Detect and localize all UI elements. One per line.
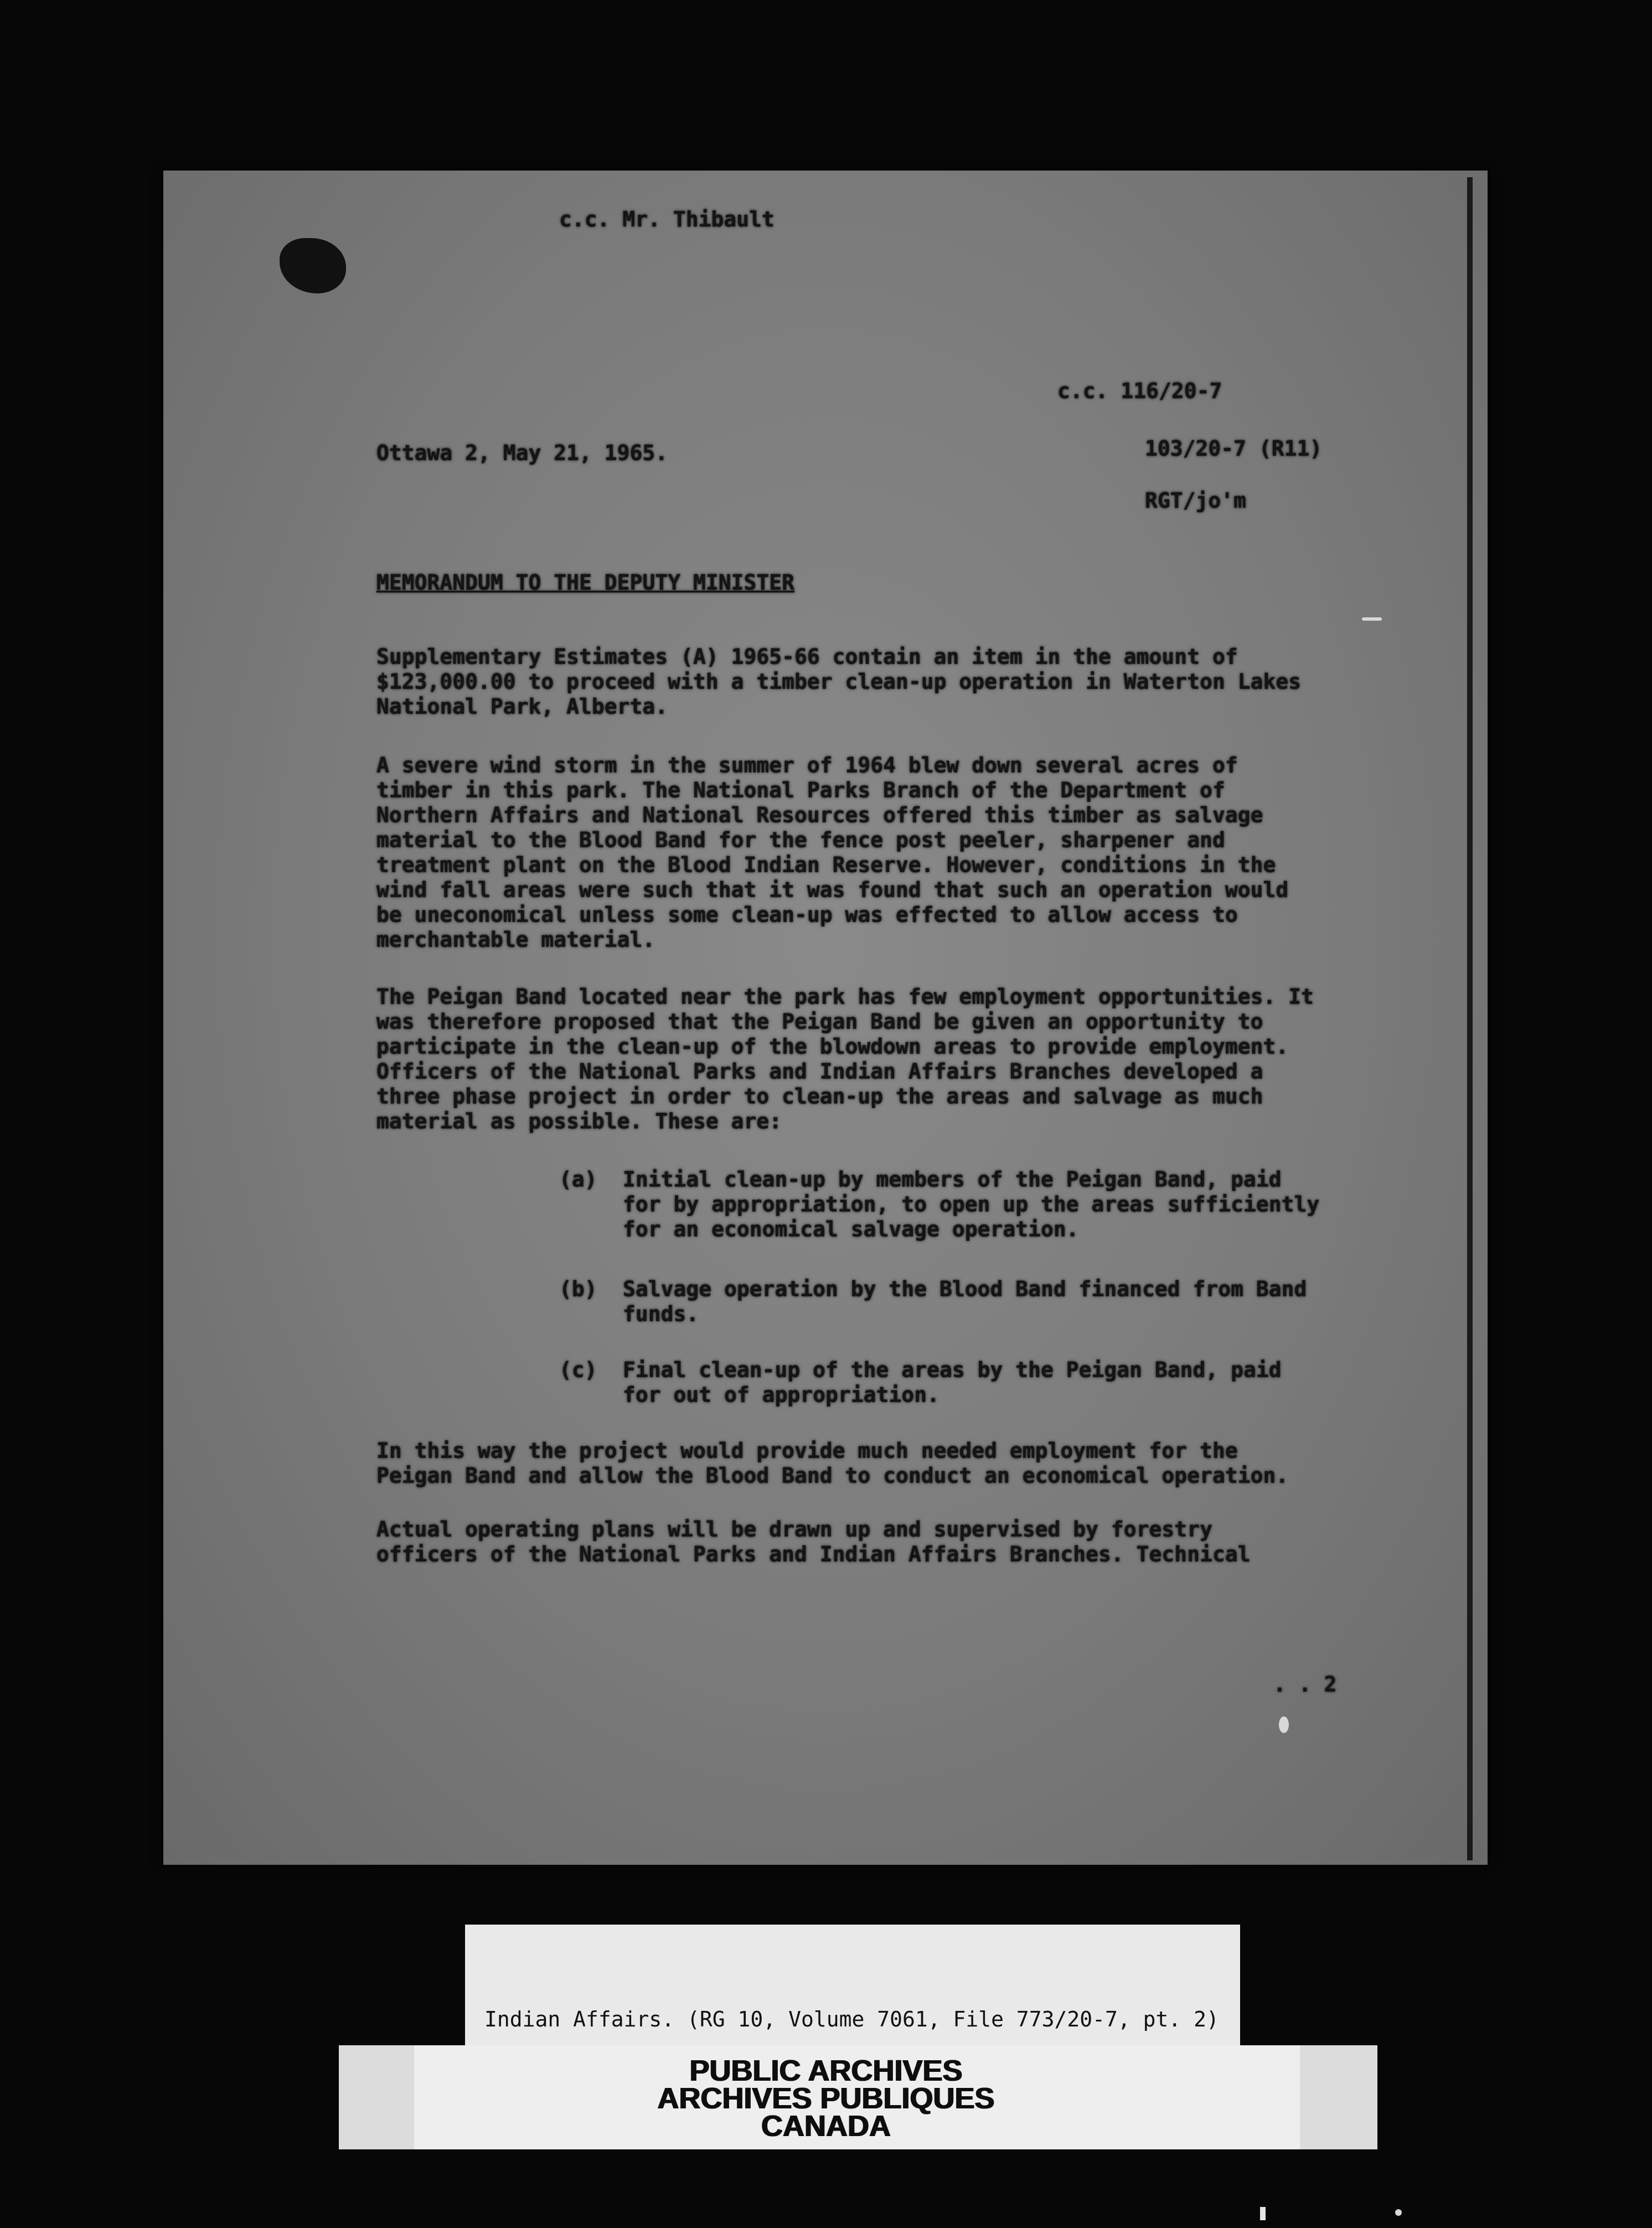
archive-target-card — [465, 1925, 1240, 2052]
archives-title-en: PUBLIC ARCHIVES — [689, 2054, 963, 2087]
list-marker: (c) — [559, 1358, 597, 1382]
archive-caption: Indian Affairs. (RG 10, Volume 7061, File 773/20-7, pt. 2) — [484, 2007, 1219, 2031]
archives-title-fr: ARCHIVES PUBLIQUES — [657, 2082, 995, 2115]
page-edge — [1467, 177, 1473, 1860]
dateline: Ottawa 2, May 21, 1965. — [376, 441, 668, 465]
memo-heading: MEMORANDUM TO THE DEPUTY MINISTER — [376, 570, 794, 595]
page-continuation: . . 2 — [1273, 1672, 1337, 1696]
list-item-c — [559, 1358, 1323, 1407]
list-item-b — [559, 1277, 1323, 1327]
film-speck — [1395, 2209, 1402, 2216]
paragraph-1: Supplementary Estimates (A) 1965-66 contain an item in the amount of $123,000.00 to proceed with a timber clean-up operation in Waterton Lakes National Park, Alberta. — [376, 644, 1302, 719]
paragraph-3: The Peigan Band located near the park has few employment opportunities. It was therefore proposed that the Peigan Band be given an opportunity to participate in the clean-up of the blowdown areas to provide employment. Officers of the National Parks and Indian Affairs Branches developed a three phase project in order to clean-up the areas and salvage as much material as possible. These are: — [376, 984, 1314, 1133]
list-item-a — [559, 1167, 1323, 1242]
carbon-copy-line: c.c. Mr. Thibault — [559, 207, 775, 231]
list-item-text: Final clean-up of the areas by the Peigan Band, paid for out of appropriation. — [623, 1358, 1282, 1407]
paragraph-2: A severe wind storm in the summer of 1964 blew down several acres of timber in this park. The National Parks Branch of the Department of Northern Affairs and National Resources offered this timber as salvage material to the Blood Band for the fence post peeler, sharpener and treatment plant on the Blood Indian Reserve. However, conditions in the wind fall areas were such that it was found that such an operation would be uneconomical unless some clean-up was effected to allow access to merchantable material. — [376, 753, 1289, 952]
list-item-text: Initial clean-up by members of the Peigan Band, paid for by appropriation, to open up the areas sufficiently for an economical salvage operation. — [623, 1167, 1320, 1241]
archives-country: CANADA — [761, 2110, 891, 2143]
film-speck — [1362, 617, 1382, 621]
paragraph-5: Actual operating plans will be drawn up and supervised by forestry officers of the National Parks and Indian Affairs Branches. Technical — [376, 1517, 1251, 1566]
film-speck — [1279, 1716, 1289, 1733]
file-reference-1: c.c. 116/20-7 — [1057, 379, 1222, 403]
list-marker: (b) — [559, 1277, 597, 1301]
typist-initials: RGT/jo'm — [1145, 488, 1247, 513]
film-mark — [1260, 2207, 1266, 2220]
list-item-text: Salvage operation by the Blood Band financed from Band funds. — [623, 1277, 1307, 1326]
file-reference-2: 103/20-7 (R11) — [1145, 436, 1323, 461]
paragraph-4: In this way the project would provide much needed employment for the Peigan Band and allow the Blood Band to conduct an economical operation. — [376, 1438, 1289, 1488]
list-marker: (a) — [559, 1167, 597, 1192]
